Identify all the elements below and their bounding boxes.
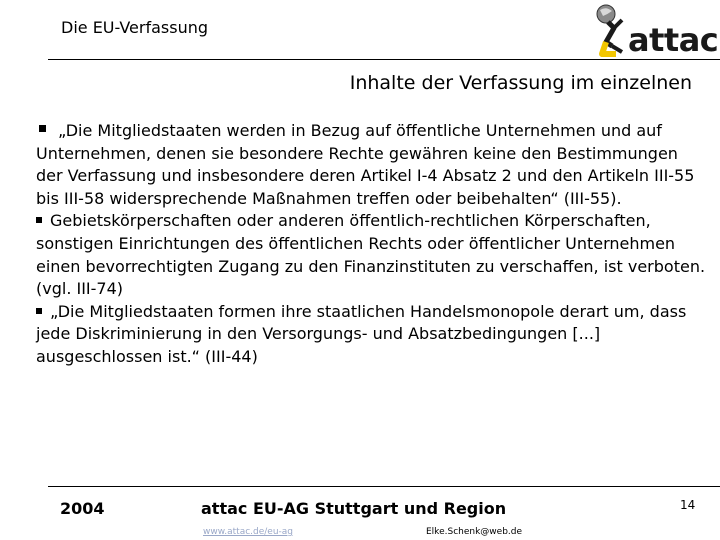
header-divider bbox=[48, 59, 720, 60]
footer-website-link[interactable]: www.attac.de/eu-ag bbox=[203, 527, 294, 537]
footer-organization: attac EU-AG Stuttgart und Region bbox=[201, 499, 507, 518]
footer-divider bbox=[48, 486, 720, 487]
slide-title: Inhalte der Verfassung im einzelnen bbox=[349, 72, 692, 94]
bullet-text: „Die Mitgliedstaaten formen ihre staatlichen Handelsmonopole derart um, dass jede Diskriminierung in den Versorgungs- und Absatzbedingungen [...] ausgeschlossen ist.“ (III-44) bbox=[36, 301, 687, 366]
bullet-text: „Die Mitgliedstaaten werden in Bezug auf öffentliche Unternehmen und auf Unternehmen, denen sie besondere Rechte gewähren keine den Bestimmungen der Verfassung und insbesondere deren Artikel I-4 Absatz 2 und den Artikeln III-55 bis III-58 widersprechende Maßnahmen treffen oder beibehalten“ (III-55). bbox=[36, 121, 695, 208]
slide-body bbox=[36, 120, 706, 369]
bullet-text: Gebietskörperschaften oder anderen öffentlich-rechtlichen Körperschaften, sonstigen Einrichtungen des öffentlichen Rechts oder öffentlicher Unternehmen einen bevorrechtigten Zugang zu den Finanzinstituten zu verschaffen, ist verboten. (vgl. III-74) bbox=[36, 211, 706, 299]
bullet-item bbox=[36, 301, 706, 369]
logo-text: attac bbox=[628, 21, 719, 59]
footer-email: Elke.Schenk@web.de bbox=[426, 527, 523, 537]
bullet-item bbox=[36, 210, 706, 300]
footer-year: 2004 bbox=[60, 499, 105, 518]
attac-logo bbox=[592, 2, 719, 62]
bullet-item bbox=[36, 120, 706, 210]
page-number: 14 bbox=[680, 498, 696, 512]
bullet-icon bbox=[36, 308, 42, 314]
bullet-icon bbox=[36, 217, 42, 223]
bullet-icon bbox=[39, 125, 46, 132]
header-title: Die EU-Verfassung bbox=[61, 18, 209, 37]
